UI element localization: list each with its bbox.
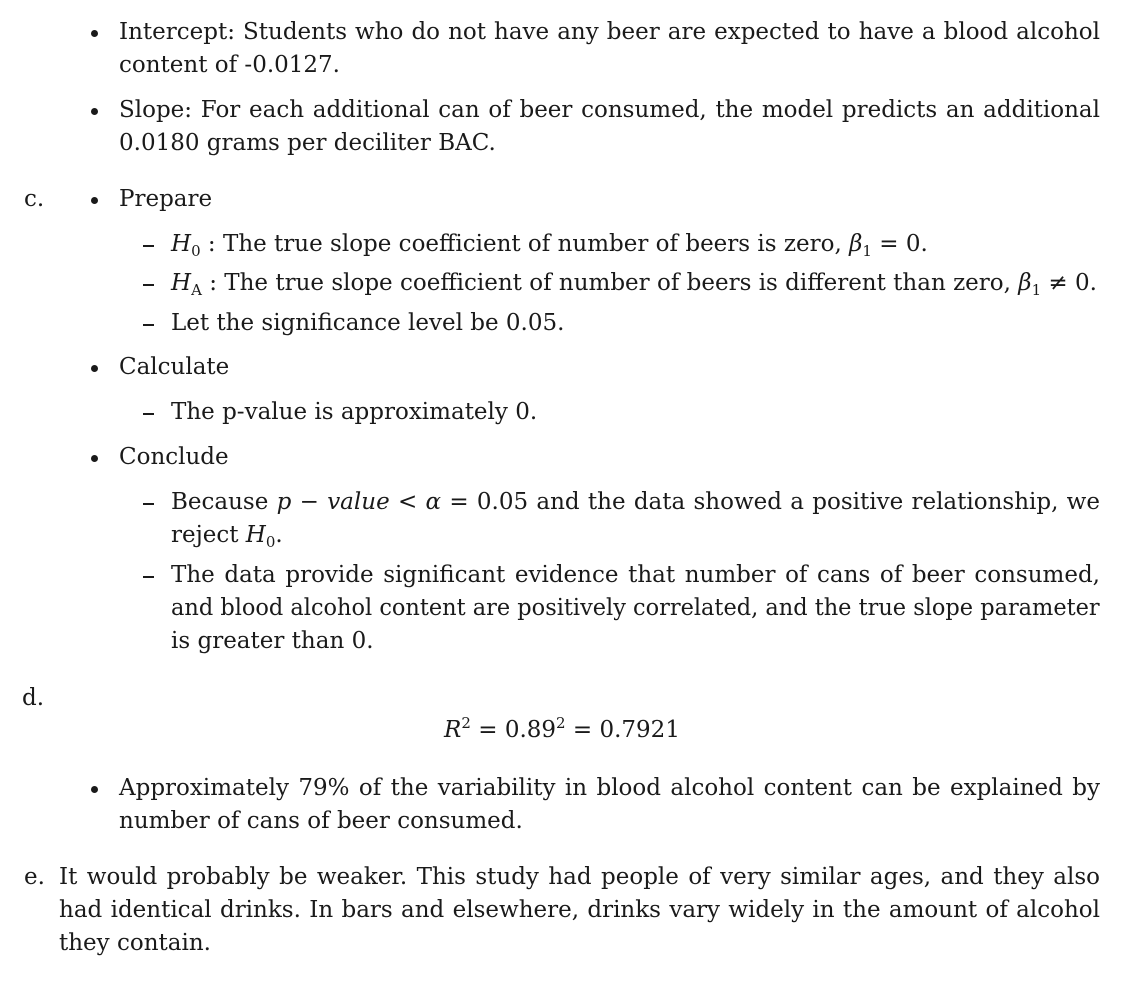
bullet-intercept	[91, 30, 98, 37]
bullet-conclude	[91, 455, 98, 462]
reject-tail: .	[275, 522, 283, 548]
part-e-line-1: It would probably be weaker. This study had people of very similar ages, and they also	[59, 864, 1100, 890]
alt-hypothesis	[171, 267, 1097, 300]
slope-line-1: Slope: For each additional can of beer consumed, the model predicts an additional	[119, 97, 1100, 123]
ha-text: : The true slope coefficient of number of beers is different than zero,	[201, 270, 1019, 296]
bullet-variability	[91, 786, 98, 793]
intercept-line-1: Intercept: Students who do not have any beer are expected to have a blood alcohol	[119, 19, 1100, 45]
ha-beta: β	[1018, 270, 1032, 296]
conclude-item-2-line-2: and blood alcohol content are positively correlated, and the true slope parameter	[171, 595, 1100, 621]
dash-conclude-1	[143, 503, 154, 505]
minus-symbol: −	[291, 489, 328, 515]
dash-conclude-2	[143, 576, 154, 578]
ha-symbol: H	[171, 270, 192, 296]
slope-line-2: 0.0180 grams per deciliter BAC.	[119, 130, 496, 156]
conclude-item-1-line-1	[171, 486, 1100, 519]
part-d-label: d.	[22, 685, 45, 711]
part-e-line-2: had identical drinks. In bars and elsewhere, drinks vary widely in the amount of alcohol	[59, 897, 1100, 923]
lt-symbol: <	[389, 489, 426, 515]
null-hypothesis	[171, 228, 928, 261]
dash-significance	[143, 324, 154, 326]
dash-h0	[143, 245, 154, 247]
significance-level: Let the significance level be 0.05.	[171, 310, 565, 336]
variability-line-1: Approximately 79% of the variability in blood alcohol content can be explained by	[119, 775, 1100, 801]
bullet-slope	[91, 108, 98, 115]
ha-tail: ≠ 0.	[1041, 270, 1097, 296]
r-symbol: R	[444, 717, 462, 743]
reject-h-symbol: H	[245, 522, 266, 548]
bullet-calculate	[91, 365, 98, 372]
value-word: value	[327, 489, 390, 515]
reject-h-subscript: 0	[265, 533, 276, 551]
conclude-heading: Conclude	[119, 444, 229, 470]
h0-symbol: H	[171, 231, 192, 257]
prepare-heading: Prepare	[119, 186, 213, 212]
bullet-prepare	[91, 197, 98, 204]
reject-text: reject	[171, 522, 246, 548]
ha-subscript: A	[191, 281, 202, 299]
conclude-item-1-line-2	[171, 519, 283, 552]
part-e-label: e.	[24, 864, 45, 890]
alpha-symbol: α	[425, 489, 442, 515]
dash-pvalue	[143, 413, 154, 415]
part-e-line-3: they contain.	[59, 930, 211, 956]
pvalue-text: The p-value is approximately 0.	[171, 399, 538, 425]
h0-beta-subscript: 1	[862, 242, 872, 260]
variability-line-2: number of cans of beer consumed.	[119, 808, 523, 834]
eq-end: = 0.7921	[565, 717, 680, 743]
eq-superscript-2: 2	[556, 714, 566, 732]
part-c-label: c.	[24, 186, 45, 212]
h0-beta: β	[849, 231, 863, 257]
r-superscript: 2	[461, 714, 471, 732]
calculate-heading: Calculate	[119, 354, 230, 380]
p-symbol: p	[276, 489, 292, 515]
ha-beta-subscript: 1	[1031, 281, 1042, 299]
conclude-because: Because	[171, 489, 277, 515]
conclude-rest: = 0.05 and the data showed a positive relationship, we	[441, 489, 1100, 515]
dash-ha	[143, 284, 154, 286]
h0-subscript: 0	[191, 242, 201, 260]
r-squared-equation	[0, 714, 1124, 747]
conclude-item-2-line-3: is greater than 0.	[171, 628, 374, 654]
eq-middle: = 0.89	[470, 717, 557, 743]
intercept-line-2: content of -0.0127.	[119, 52, 340, 78]
conclude-item-2-line-1: The data provide significant evidence that number of cans of beer consumed,	[171, 562, 1100, 588]
h0-text: : The true slope coefficient of number of beers is zero,	[200, 231, 850, 257]
h0-tail: = 0.	[871, 231, 928, 257]
